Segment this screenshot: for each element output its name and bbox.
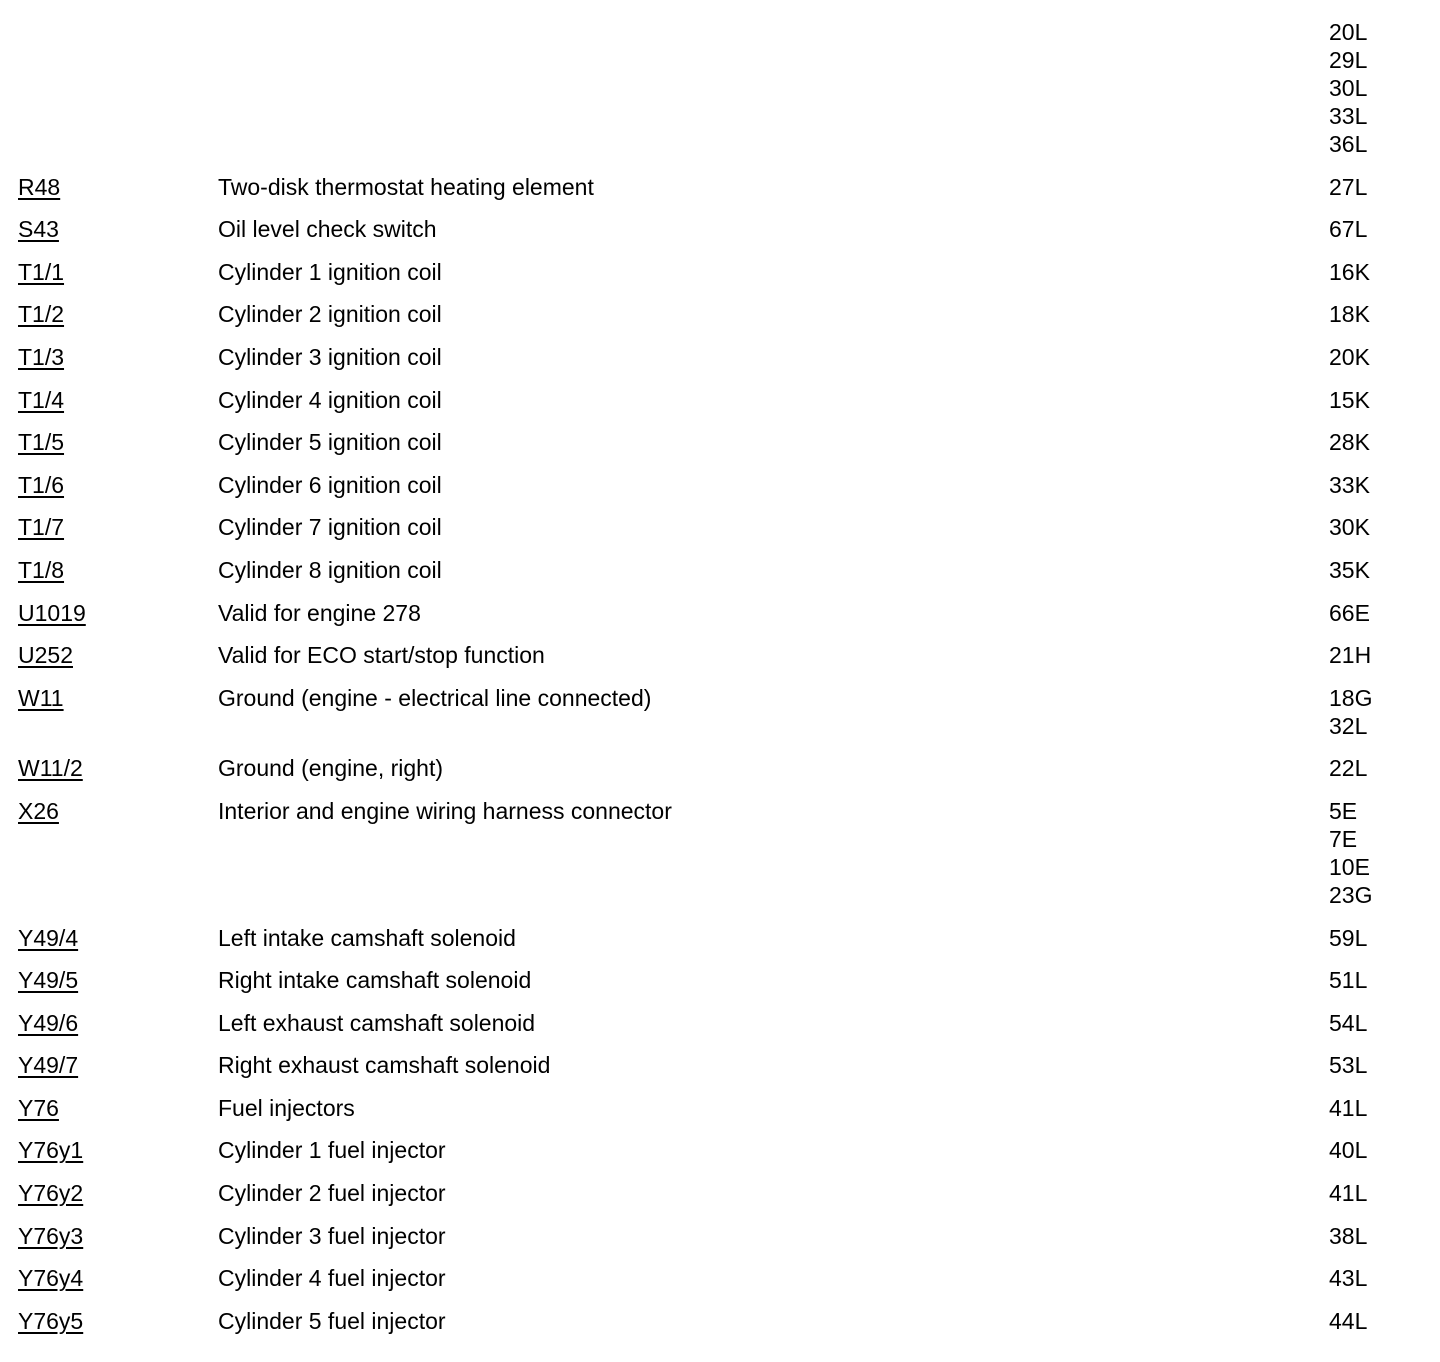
component-description: Ground (engine - electrical line connected) (218, 684, 652, 711)
component-code-link[interactable]: T1/1 (18, 258, 65, 285)
component-description: Cylinder 2 fuel injector (218, 1180, 446, 1207)
component-description: Cylinder 5 ignition coil (218, 429, 442, 456)
grid-reference: 33K (1329, 471, 1370, 498)
grid-reference: 67L (1329, 216, 1368, 243)
grid-reference: 30L (1329, 75, 1368, 101)
component-description: Cylinder 2 ignition coil (218, 301, 442, 328)
table-row (0, 641, 1440, 684)
component-description: Cylinder 5 fuel injector (218, 1307, 446, 1334)
grid-reference-list (1329, 428, 1440, 471)
component-code-link[interactable]: Y49/4 (18, 924, 79, 951)
grid-reference-list (1329, 754, 1440, 797)
component-description: Cylinder 3 ignition coil (218, 343, 442, 370)
component-code-link[interactable]: T1/7 (18, 514, 65, 541)
grid-reference: 41L (1329, 1180, 1368, 1207)
table-row (0, 599, 1440, 642)
grid-reference-list (1329, 1051, 1440, 1094)
grid-reference: 18K (1329, 301, 1370, 328)
grid-reference-list (1329, 1009, 1440, 1052)
component-index-list (0, 18, 1440, 1349)
grid-reference: 28K (1329, 429, 1370, 456)
component-code-link[interactable]: T1/6 (18, 471, 65, 498)
grid-reference: 21H (1329, 642, 1372, 669)
grid-reference-list (1329, 1264, 1440, 1307)
table-row (0, 1051, 1440, 1094)
grid-reference-list (1329, 641, 1440, 684)
component-code-link[interactable]: Y76 (18, 1094, 59, 1121)
component-code-link[interactable]: W11 (18, 684, 64, 711)
component-description: Oil level check switch (218, 216, 437, 243)
component-description: Cylinder 1 fuel injector (218, 1137, 446, 1164)
component-code-link[interactable]: Y76y1 (18, 1137, 84, 1164)
grid-reference-list (1329, 966, 1440, 1009)
grid-reference: 7E (1329, 825, 1358, 852)
table-row (0, 300, 1440, 343)
component-code-link[interactable]: Y76y4 (18, 1265, 84, 1292)
component-code-link[interactable]: R48 (18, 173, 61, 200)
grid-reference: 43L (1329, 1265, 1368, 1292)
component-code-link[interactable]: X26 (18, 797, 59, 824)
grid-reference: 33L (1329, 103, 1368, 129)
component-description: Valid for ECO start/stop function (218, 642, 545, 669)
table-row (0, 1136, 1440, 1179)
grid-reference-list (1329, 599, 1440, 642)
component-description: Interior and engine wiring harness connector (218, 797, 672, 824)
component-description: Fuel injectors (218, 1094, 355, 1121)
grid-reference-list (1329, 924, 1440, 967)
grid-reference-list (1329, 215, 1440, 258)
grid-reference: 41L (1329, 1094, 1368, 1121)
grid-reference-list (1329, 797, 1440, 924)
component-code-link[interactable]: U1019 (18, 599, 86, 626)
grid-reference-list (1329, 343, 1440, 386)
table-row (0, 924, 1440, 967)
component-code-link[interactable]: T1/8 (18, 556, 65, 583)
component-code-link[interactable]: S43 (18, 216, 59, 243)
grid-reference-list (1329, 258, 1440, 301)
component-code-link[interactable]: Y49/6 (18, 1009, 79, 1036)
table-row (0, 966, 1440, 1009)
grid-reference-list (1329, 513, 1440, 556)
component-description: Cylinder 8 ignition coil (218, 556, 442, 583)
grid-reference: 10E (1329, 853, 1370, 880)
grid-reference: 30K (1329, 514, 1370, 541)
component-code-link[interactable]: U252 (18, 642, 73, 669)
grid-reference: 16K (1329, 258, 1370, 285)
component-description: Ground (engine, right) (218, 755, 444, 782)
grid-reference: 15K (1329, 386, 1370, 413)
table-row (0, 471, 1440, 514)
table-row (0, 258, 1440, 301)
table-row (0, 1094, 1440, 1137)
grid-reference-list (1329, 556, 1440, 599)
grid-reference-list (1329, 471, 1440, 514)
table-row (0, 343, 1440, 386)
grid-reference: 66E (1329, 599, 1370, 626)
grid-reference: 20K (1329, 343, 1370, 370)
component-description: Cylinder 4 fuel injector (218, 1265, 446, 1292)
grid-reference-list (1329, 18, 1440, 173)
component-code-link[interactable]: T1/4 (18, 386, 65, 413)
component-description: Cylinder 4 ignition coil (218, 386, 442, 413)
component-code-link[interactable]: Y49/5 (18, 967, 79, 994)
component-description: Two-disk thermostat heating element (218, 173, 594, 200)
grid-reference: 59L (1329, 924, 1368, 951)
component-code-link[interactable]: T1/2 (18, 301, 65, 328)
table-row (0, 428, 1440, 471)
grid-reference: 38L (1329, 1222, 1368, 1249)
component-description: Valid for engine 278 (218, 599, 421, 626)
grid-reference: 29L (1329, 47, 1368, 73)
grid-reference: 35K (1329, 556, 1370, 583)
table-row (0, 173, 1440, 216)
grid-reference: 20L (1329, 19, 1368, 45)
grid-reference: 32L (1329, 712, 1368, 739)
grid-reference-list (1329, 1307, 1440, 1350)
table-row (0, 797, 1440, 924)
grid-reference: 36L (1329, 131, 1368, 157)
component-code-link[interactable]: Y76y3 (18, 1222, 84, 1249)
table-row (0, 1222, 1440, 1265)
table-row (0, 18, 1440, 173)
grid-reference-list (1329, 1136, 1440, 1179)
grid-reference: 27L (1329, 173, 1368, 200)
component-code-link[interactable]: Y76y2 (18, 1180, 84, 1207)
table-row (0, 684, 1440, 755)
grid-reference-list (1329, 300, 1440, 343)
grid-reference: 5E (1329, 797, 1358, 824)
grid-reference: 40L (1329, 1137, 1368, 1164)
grid-reference-list (1329, 1179, 1440, 1222)
component-code-link[interactable]: T1/3 (18, 343, 65, 370)
component-description: Cylinder 1 ignition coil (218, 258, 442, 285)
grid-reference: 51L (1329, 967, 1368, 994)
component-code-link[interactable]: Y49/7 (18, 1052, 79, 1079)
grid-reference: 23G (1329, 881, 1373, 908)
component-description: Right intake camshaft solenoid (218, 967, 532, 994)
component-description: Left intake camshaft solenoid (218, 924, 516, 951)
component-description: Cylinder 7 ignition coil (218, 514, 442, 541)
grid-reference: 53L (1329, 1052, 1368, 1079)
grid-reference-list (1329, 1094, 1440, 1137)
component-description: Cylinder 3 fuel injector (218, 1222, 446, 1249)
table-row (0, 215, 1440, 258)
component-description: Right exhaust camshaft solenoid (218, 1052, 551, 1079)
table-row (0, 556, 1440, 599)
component-code-link[interactable]: T1/5 (18, 429, 65, 456)
component-code-link[interactable]: Y76y5 (18, 1307, 84, 1334)
table-row (0, 1264, 1440, 1307)
component-description: Cylinder 6 ignition coil (218, 471, 442, 498)
component-code-link[interactable]: W11/2 (18, 755, 83, 782)
grid-reference: 18G (1329, 684, 1373, 711)
table-row (0, 1179, 1440, 1222)
grid-reference: 54L (1329, 1009, 1368, 1036)
table-row (0, 1307, 1440, 1350)
table-row (0, 386, 1440, 429)
grid-reference-list (1329, 684, 1440, 755)
table-row (0, 754, 1440, 797)
component-description: Left exhaust camshaft solenoid (218, 1009, 536, 1036)
grid-reference: 44L (1329, 1307, 1368, 1334)
grid-reference-list (1329, 173, 1440, 216)
table-row (0, 1009, 1440, 1052)
grid-reference-list (1329, 1222, 1440, 1265)
grid-reference-list (1329, 386, 1440, 429)
table-row (0, 513, 1440, 556)
grid-reference: 22L (1329, 755, 1368, 782)
